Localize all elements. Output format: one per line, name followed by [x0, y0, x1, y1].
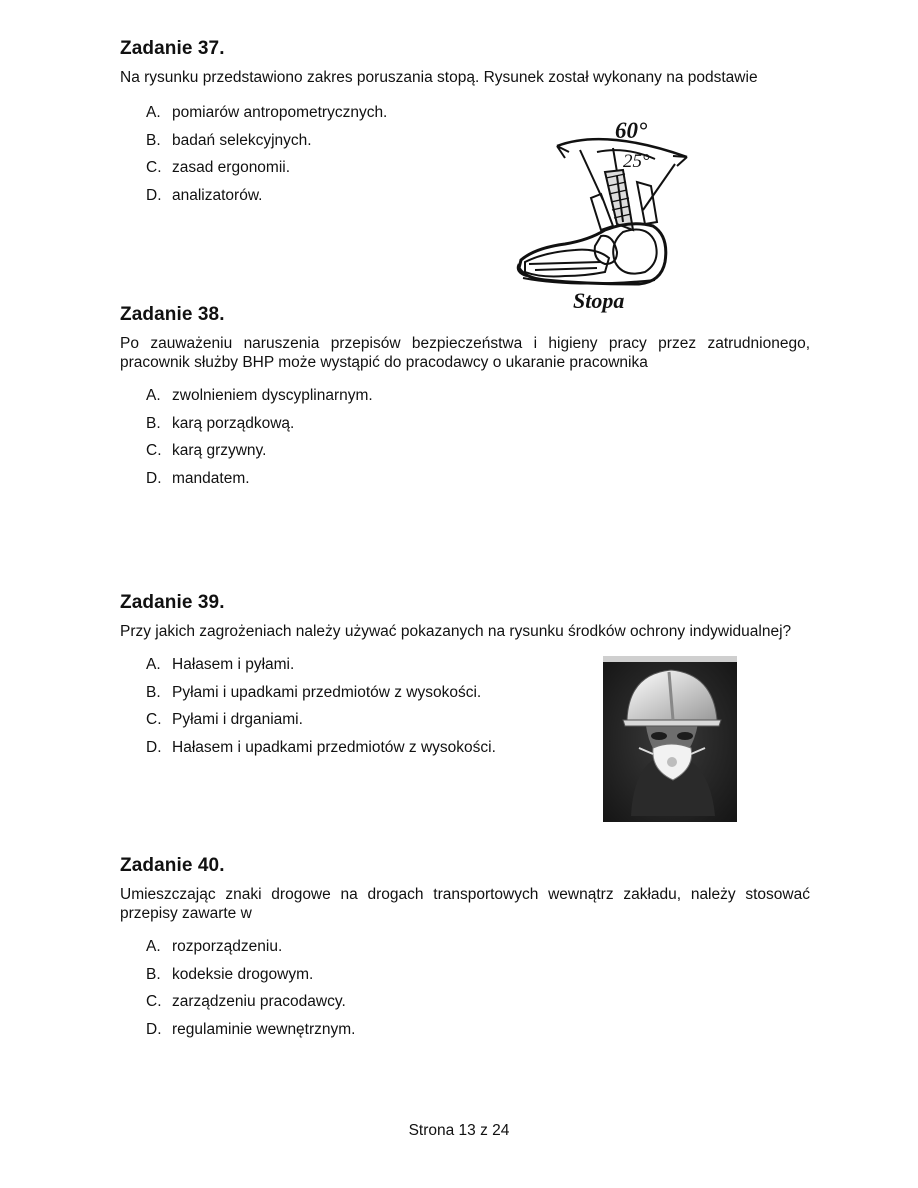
task-title: Zadanie 37. [120, 38, 225, 59]
task-title: Zadanie 40. [120, 855, 225, 876]
task-title: Zadanie 39. [120, 592, 225, 613]
answer-option: B. badań selekcyjnych. [146, 131, 312, 149]
task-question: Po zauważeniu naruszenia przepisów bezpieczeństwa i higieny pracy przez zatrudnionego, pracownik służby BHP może wystąpić do pracodawcy o ukaranie pracownika [120, 335, 810, 371]
answer-option: B. karą porządkową. [146, 414, 295, 432]
answer-options [146, 382, 810, 492]
answer-option: A. zwolnieniem dyscyplinarnym. [146, 387, 373, 404]
foot-range-figure [505, 112, 705, 314]
task-title: Zadanie 38. [120, 304, 225, 325]
answer-option: D. analizatorów. [146, 186, 263, 204]
answer-options [146, 99, 810, 209]
answer-option: C. karą grzywny. [146, 442, 267, 459]
answer-option: B. Pyłami i upadkami przedmiotów z wysokości. [146, 683, 482, 701]
answer-option: B. kodeksie drogowym. [146, 965, 314, 983]
page-number: Strona 13 z 24 [408, 1122, 510, 1139]
task-37 [120, 38, 810, 209]
worker-ppe-image [603, 656, 737, 822]
helmet-mask-photo [603, 656, 737, 822]
angle-25-label: 25° [623, 151, 650, 172]
answer-option: C. Pyłami i drganiami. [146, 711, 303, 728]
task-question: Przy jakich zagrożeniach należy używać pokazanych na rysunku środków ochrony indywidualnej? [120, 623, 792, 640]
foot-skeleton-drawing [505, 112, 705, 314]
answer-option: C. zarządzeniu pracodawcy. [146, 993, 346, 1010]
answer-option: A. pomiarów antropometrycznych. [146, 104, 388, 121]
answer-options [146, 933, 810, 1043]
task-question: Na rysunku przedstawiono zakres poruszania stopą. Rysunek został wykonany na podstawie [120, 69, 758, 86]
answer-option: A. Hałasem i pyłami. [146, 656, 295, 673]
task-38 [120, 304, 810, 492]
answer-option: D. mandatem. [146, 469, 250, 487]
foot-caption: Stopa [573, 288, 625, 313]
angle-60-label: 60° [615, 118, 648, 143]
answer-option: D. Hałasem i upadkami przedmiotów z wysokości. [146, 738, 496, 756]
task-40 [120, 855, 810, 1043]
answer-option: C. zasad ergonomii. [146, 159, 291, 176]
answer-option: D. regulaminie wewnętrznym. [146, 1020, 356, 1038]
task-question: Umieszczając znaki drogowe na drogach transportowych wewnątrz zakładu, należy stosować przepisy zawarte w [120, 886, 810, 922]
answer-option: A. rozporządzeniu. [146, 938, 283, 955]
